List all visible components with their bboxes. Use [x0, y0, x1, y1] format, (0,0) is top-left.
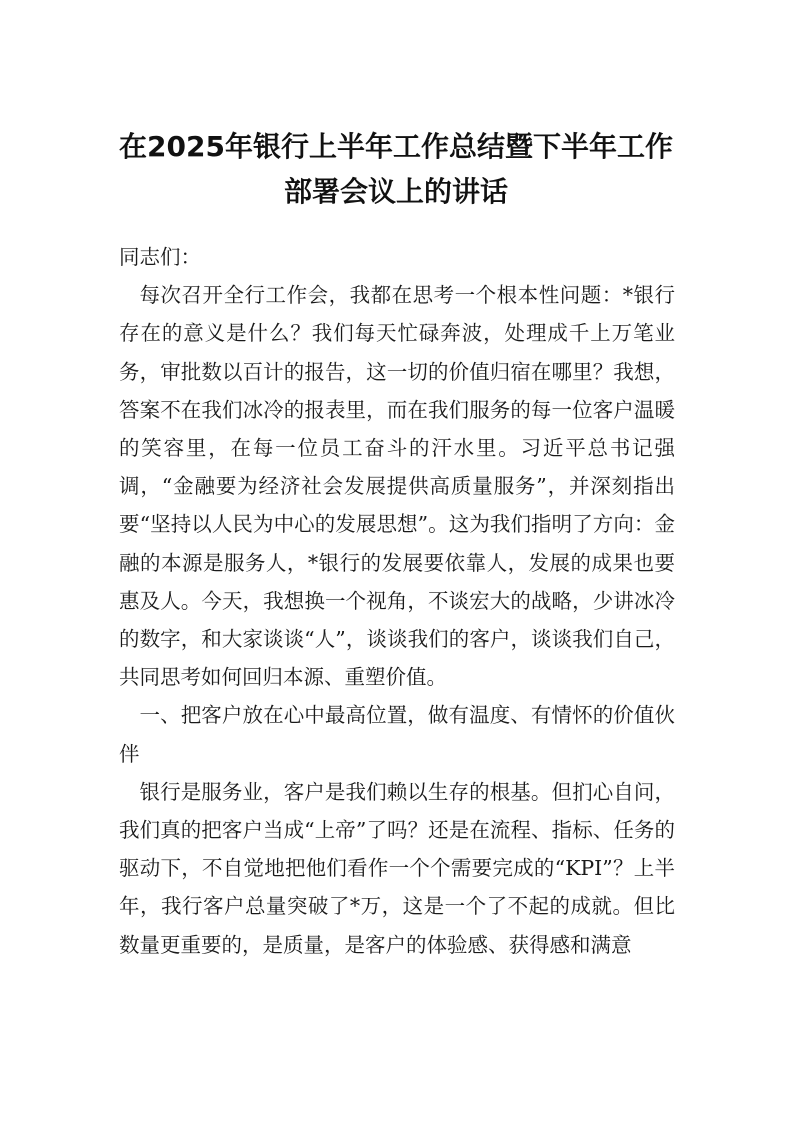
paragraph-intro: 每次召开全行工作会，我都在思考一个根本性问题：*银行存在的意义是什么？我们每天忙碌奔波，处理成千上万笔业务，审批数以百计的报告，这一切的价值归宿在哪里？我想，答案不在我们冰冷的报表里，而在我们服务的每一位客户温暖的笑容里，在每一位员工奋斗的汗水里。习近平总书记强调，“金融要为经济社会发展提供高质量服务”，并深刻指出要“坚持以人民为中心的发展思想”。这为我们指明了方向：金融的本源是服务人，*银行的发展要依靠人，发展的成果也要惠及人。今天，我想换一个视角，不谈宏大的战略，少讲冰冷的数字，和大家谈谈“人”，谈谈我们的客户，谈谈我们自己，共同思考如何回归本源、重塑价值。: [119, 283, 675, 690]
document-title: 在2025年银行上半年工作总结暨下半年工作部署会议上的讲话: [119, 130, 673, 208]
salutation: 同志们：: [119, 245, 201, 269]
paragraph-section-1: 银行是服务业，客户是我们赖以生存的根基。但扪心自问，我们真的把客户当成“上帝”了吗？还是在流程、指标、任务的驱动下，不自觉地把他们看作一个个需要完成的“KPI”？上半年，我行客户总量突破了*万，这是一个了不起的成就。但比数量更重要的，是质量，是客户的体验感、获得感和满意: [119, 779, 675, 957]
document-body: [119, 238, 675, 964]
section-heading-1: 一、把客户放在心中最高位置，做有温度、有情怀的价值伙伴: [119, 703, 675, 766]
